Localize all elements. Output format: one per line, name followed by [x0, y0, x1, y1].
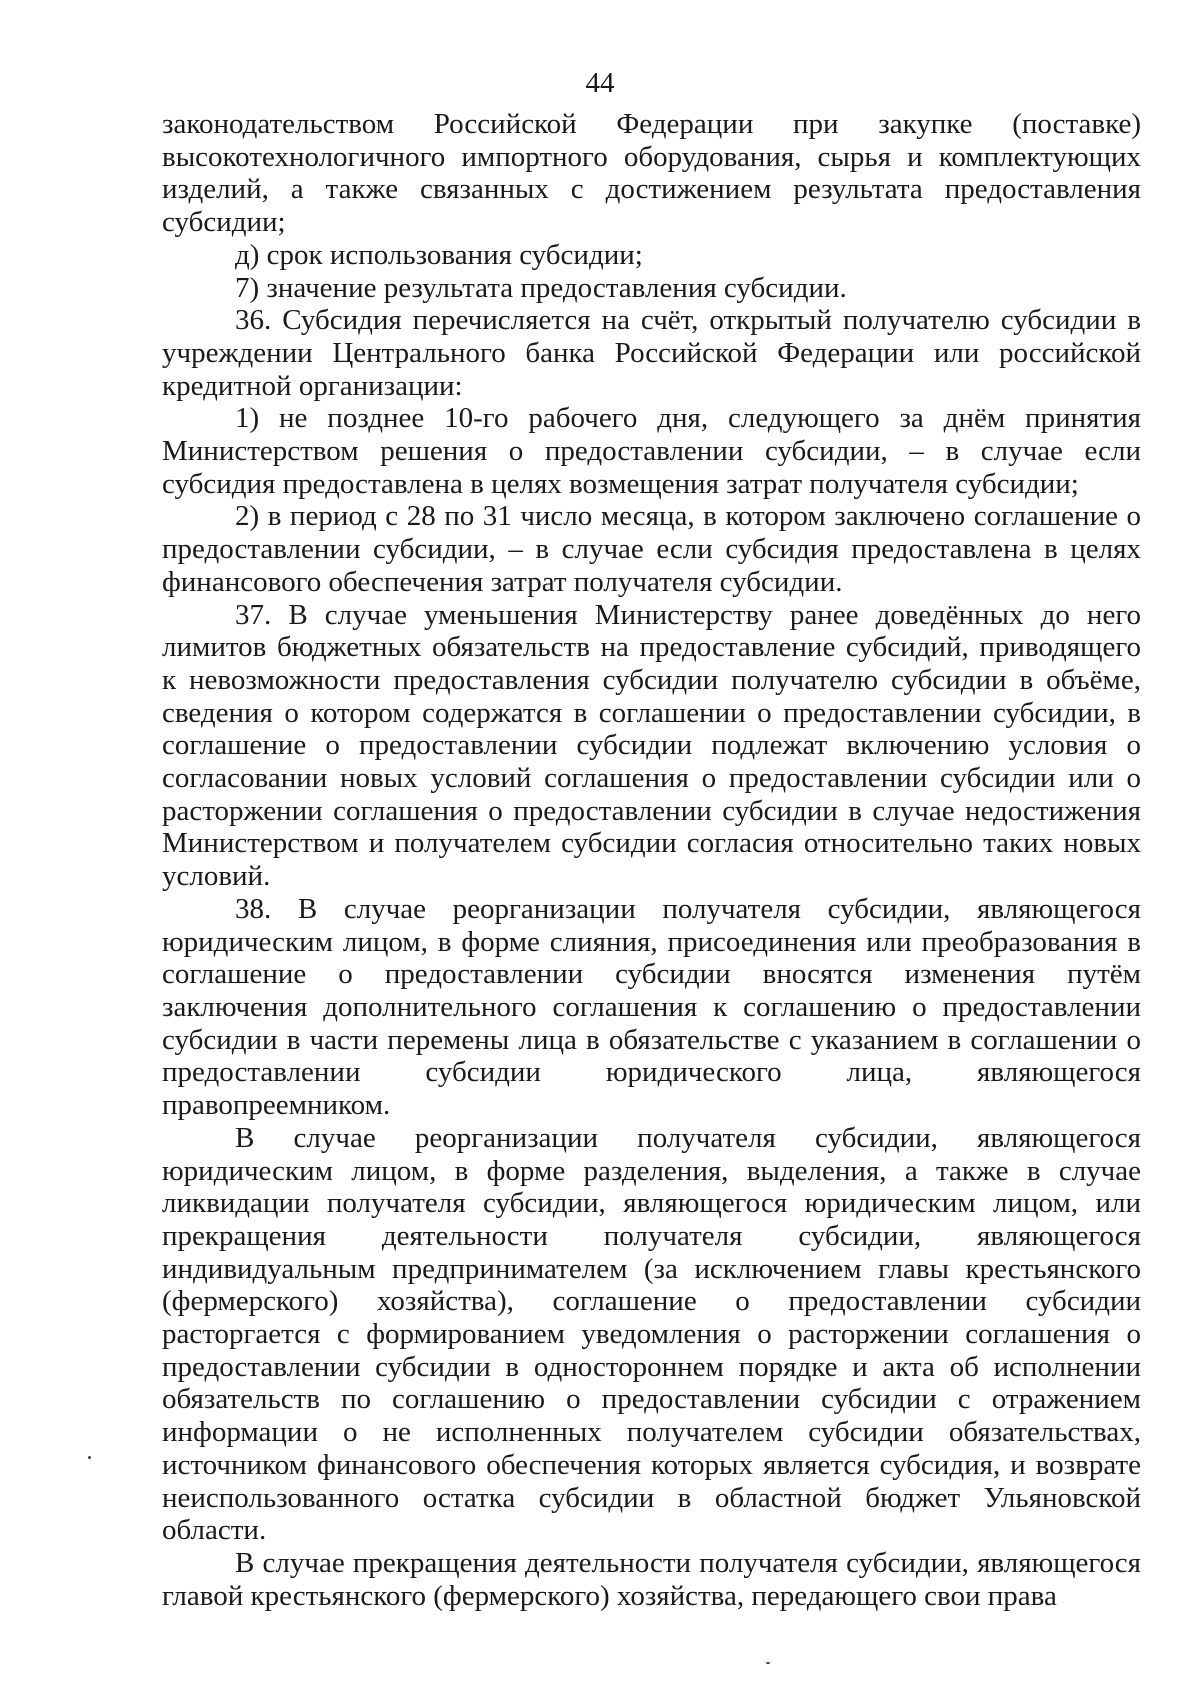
paragraph-36-item-1: 1) не позднее 10-го рабочего дня, следующего за днём принятия Министерством решения о предоставлении субсидии, – в случае если субсидия предоставлена в целях возмещения затрат получателя субсидии;	[162, 402, 1141, 500]
paragraph-36-item-2: 2) в период с 28 по 31 число месяца, в котором заключено соглашение о предоставлении субсидии, – в случае если субсидия предоставлена в целях финансового обеспечения затрат получателя субсидии.	[162, 500, 1141, 598]
scan-speck	[766, 1662, 770, 1664]
scan-speck	[88, 1456, 91, 1459]
paragraph-38-reorganization: В случае реорганизации получателя субсидии, являющегося юридическим лицом, в форме разделения, выделения, а также в случае ликвидации получателя субсидии, являющегося юридическим лицом, или прекращения деятельности получателя субсидии, являющегося индивидуальным предпринимателем (за исключением главы крестьянского (фермерского) хозяйства), соглашение о предоставлении субсидии расторгается с формированием уведомления о расторжении соглашения о предоставлении субсидии в одностороннем порядке и акта об исполнении обязательств по соглашению о предоставлении субсидии с отражением информации о не исполненных получателем субсидии обязательствах, источником финансового обеспечения которых является субсидия, и возврате неиспользованного остатка субсидии в областной бюджет Ульяновской области.	[162, 1121, 1141, 1547]
paragraph-38-termination: В случае прекращения деятельности получателя субсидии, являющегося главой крестьянского (фермерского) хозяйства, передающего свои права	[162, 1546, 1141, 1612]
paragraph-item-7: 7) значение результата предоставления субсидии.	[235, 271, 847, 304]
document-body	[162, 108, 1141, 1612]
paragraph-continuation: законодательством Российской Федерации при закупке (поставке) высокотехнологичного импортного оборудования, сырья и комплектующих изделий, а также связанных с достижением результата предоставления субсидии;	[162, 108, 1141, 239]
paragraph-38: 38. В случае реорганизации получателя субсидии, являющегося юридическим лицом, в форме слияния, присоединения или преобразования в соглашение о предоставлении субсидии вносятся изменения путём заключения дополнительного соглашения к соглашению о предоставлении субсидии в части перемены лица в обязательстве с указанием в соглашении о предоставлении субсидии юридического лица, являющегося правопреемником.	[162, 892, 1141, 1122]
paragraph-36: 36. Субсидия перечисляется на счёт, открытый получателю субсидии в учреждении Центрального банка Российской Федерации или российской кредитной организации:	[162, 304, 1141, 402]
paragraph-37: 37. В случае уменьшения Министерству ранее доведённых до него лимитов бюджетных обязательств на предоставление субсидий, приводящего к невозможности предоставления субсидии получателю субсидии в объёме, сведения о котором содержатся в соглашении о предоставлении субсидии, в соглашение о предоставлении субсидии подлежат включению условия о согласовании новых условий соглашения о предоставлении субсидии или о расторжении соглашения о предоставлении субсидии в случае недостижения Министерством и получателем субсидии согласия относительно таких новых условий.	[162, 598, 1141, 893]
paragraph-item-d: д) срок использования субсидии;	[235, 238, 643, 271]
page-number: 44	[585, 67, 615, 99]
